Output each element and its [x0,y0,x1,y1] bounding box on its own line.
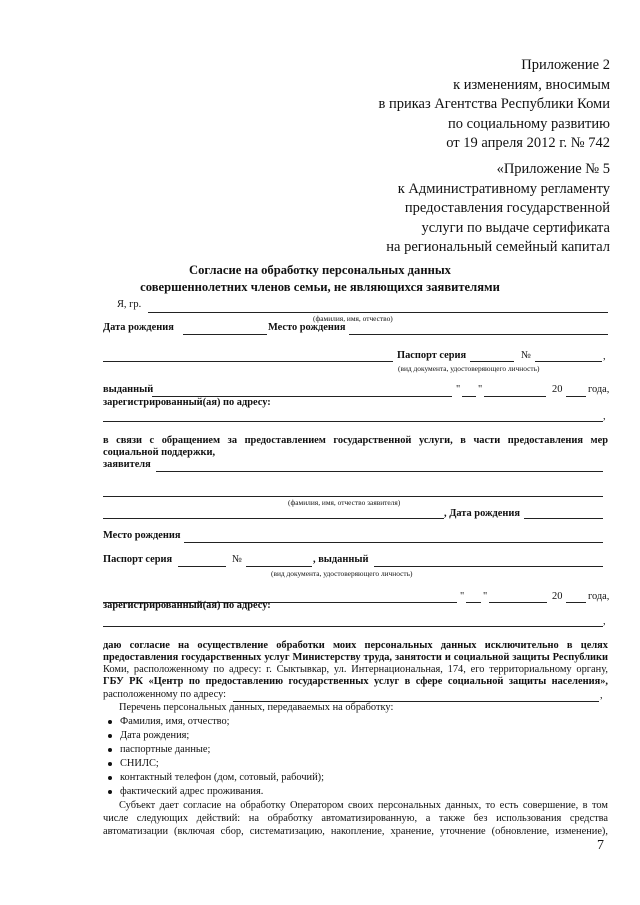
list-item-text: контактный телефон (дом, сотовый, рабочий); [120,772,325,783]
list-item [120,744,210,756]
page-number: 7 [597,838,604,853]
comma: , [603,616,606,627]
fio-caption: (фамилия, имя, отчество) [313,314,393,323]
birth-date-label: Дата рождения [103,322,174,333]
bullet-icon [108,762,112,766]
appendix-5-header [386,160,610,258]
title-line: Согласие на обработку персональных данных [189,263,451,277]
header-line: по социальному развитию [448,115,610,132]
located-label: расположенному по адресу: [103,689,227,700]
header-line: предоставления государственной [404,200,610,216]
passport-series-label: Паспорт серия [397,350,467,361]
list-item [120,772,324,784]
applicant-address-line[interactable] [103,626,603,627]
comma: , [603,351,606,362]
applicant-line-2[interactable] [103,496,603,497]
applicant-passport-number-line[interactable] [246,566,312,567]
passport-series-line[interactable] [470,361,514,362]
issued-label: выданный [103,384,154,395]
comma: , [600,690,603,701]
number-sign: № [521,350,531,361]
title-line: совершеннолетних членов семьи, не являющихся заявителями [140,280,500,294]
birth-place-label: Место рождения [268,322,346,333]
applicant-birth-date-line[interactable] [524,518,603,519]
applicant-label: заявителя [103,459,151,470]
quote-open: " [460,591,465,602]
appendix-2-header [378,56,610,154]
birth-place-line[interactable] [349,334,608,335]
quote-close: " [483,591,488,602]
document-type-line[interactable] [103,361,393,362]
bullet-icon [108,734,112,738]
issue-month-line[interactable] [484,396,546,397]
consent-text: Коми, расположенному по адресу: г. Сыктывкар, ул. Интернациональная, 174, его территориальному органу, [103,664,608,675]
registered-label: зарегистрированный(ая) по адресу: [103,397,271,408]
birth-date-line[interactable] [183,334,267,335]
header-line: «Приложение № 5 [496,161,610,177]
applicant-birth-place-label: Место рождения [103,530,181,541]
applicant-passport-series-label: Паспорт серия [103,554,173,565]
consent-text: предоставления государственных услуг Министерству труда, занятости и социальной защиты Республики [103,652,608,663]
applicant-issue-year-line[interactable] [566,602,586,603]
list-item-text: фактический адрес проживания. [120,786,264,797]
applicant-passport-series-line[interactable] [178,566,226,567]
quote-open: " [456,384,461,395]
list-item [120,716,230,728]
issue-year-line[interactable] [566,396,586,397]
applicant-issue-month-line[interactable] [489,602,547,603]
year-suffix: года, [588,384,610,395]
header-line: к Административному регламенту [397,180,610,197]
number-sign: № [232,554,242,565]
applicant-line[interactable] [156,471,603,472]
subject-text: числе следующих действий: на обработку автоматизированную, а также без использования средства [103,813,608,824]
header-line: Приложение 2 [521,57,610,73]
applicant-birth-date-label: , Дата рождения [444,508,521,519]
fio-line[interactable] [148,312,608,313]
data-list-intro: Перечень персональных данных, передаваемых на обработку: [119,702,394,713]
consent-text: ГБУ РК «Центр по предоставлению государственных услуг в сфере социальной защиты населения», [103,676,608,687]
list-item [120,758,159,770]
subject-text: Субъект дает согласие на обработку Оператором своих персональных данных, то есть совершение, в том [119,800,608,811]
ya-gr-label: Я, гр. [117,299,142,310]
in-connection-text: социальной поддержки, [103,447,216,458]
list-item-text: Фамилия, имя, отчество; [120,716,230,727]
list-item [120,730,189,742]
bullet-icon [108,790,112,794]
issue-day-line[interactable] [462,396,476,397]
header-line: услуги по выдаче сертификата [421,219,610,236]
consent-text: даю согласие на осуществление обработки моих персональных данных исключительно в целях [103,640,608,651]
year-prefix: 20 [552,384,563,395]
passport-number-line[interactable] [535,361,602,362]
year-prefix: 20 [552,591,563,602]
applicant-registered-label: зарегистрированный(ая) по адресу: [103,600,271,611]
list-item-text: СНИЛС; [120,758,159,769]
comma: , [603,411,606,422]
applicant-fio-caption: (фамилия, имя, отчество заявителя) [288,498,401,507]
bullet-icon [108,720,112,724]
year-suffix: года, [588,591,610,602]
in-connection-text: в связи с обращением за предоставлением государственной услуги, в части предоставления мер [103,435,608,446]
applicant-issued-label: , выданный [313,554,369,565]
list-item [120,786,263,798]
list-item-text: Дата рождения; [120,730,190,741]
header-line: к изменениям, вносимым [453,76,610,93]
list-item-text: паспортные данные; [120,744,211,755]
header-line: в приказ Агентства Республики Коми [378,96,610,112]
header-line: на региональный семейный капитал [386,239,610,255]
quote-close: " [478,384,483,395]
document-caption: (вид документа, удостоверяющего личность) [398,364,540,373]
applicant-line-3[interactable] [103,518,444,519]
applicant-issued-by-line[interactable] [374,566,603,567]
applicant-issue-day-line[interactable] [466,602,481,603]
subject-text: автоматизации (включая сбор, систематизацию, накопление, хранение, уточнение (обновление, изменение), [103,826,608,837]
bullet-icon [108,748,112,752]
document-title [0,262,640,296]
address-line[interactable] [103,421,603,422]
applicant-document-caption: (вид документа, удостоверяющего личность) [271,569,413,578]
applicant-birth-place-line[interactable] [184,542,603,543]
bullet-icon [108,776,112,780]
header-line: от 19 апреля 2012 г. № 742 [446,135,610,151]
